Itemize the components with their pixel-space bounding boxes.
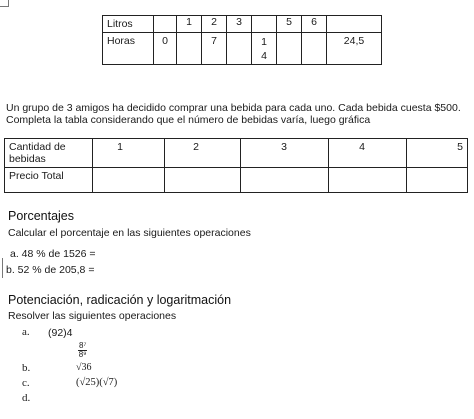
table-cell <box>177 33 202 65</box>
table-cell <box>327 16 382 33</box>
drinks-price-table <box>4 138 468 193</box>
fraction-numerator: 8⁷ <box>79 341 87 350</box>
intro-line-2: Completa la tabla considerando que el número de bebidas varía, luego gráfica <box>6 114 371 126</box>
table-cell <box>227 33 252 65</box>
table-cell <box>154 16 177 33</box>
table-cell: Horas <box>103 33 154 65</box>
table-cell: 2 <box>165 139 241 168</box>
item-c-expression: (√25)(√7) <box>76 377 118 388</box>
table-cell: 0 <box>154 33 177 65</box>
table-cell <box>277 33 302 65</box>
item-c-label: c. <box>22 377 30 389</box>
section-title-potenciacion: Potenciación, radicación y logaritmación <box>8 293 232 307</box>
table-cell: 24,5 <box>327 33 382 65</box>
table-cell <box>407 168 468 193</box>
table-cell <box>329 168 407 193</box>
porcentajes-item-a: a. 48 % de 1526 = <box>10 248 96 260</box>
potencia-instruction: Resolver las siguientes operaciones <box>8 310 177 322</box>
table-cell: 5 <box>407 139 468 168</box>
fraction-denominator: 8⁹ <box>78 350 87 359</box>
page-corner-mark <box>0 0 9 7</box>
section-title-porcentajes: Porcentajes <box>8 209 75 223</box>
cell-line-2: 4 <box>261 50 267 62</box>
item-d-label: d. <box>22 392 31 404</box>
table-cell: Cantidad de bebidas <box>5 139 93 168</box>
table-cell: 2 <box>202 16 227 33</box>
item-a-label: a. <box>22 326 30 338</box>
table-cell: 3 <box>227 16 252 33</box>
porcentajes-item-b: b. 52 % de 205,8 = <box>6 264 95 276</box>
table-row <box>5 168 468 193</box>
table-cell <box>252 33 277 65</box>
table-cell: 1 <box>93 139 165 168</box>
table-cell: 4 <box>329 139 407 168</box>
item-b-fraction <box>78 342 87 359</box>
table-cell: Precio Total <box>5 168 93 193</box>
margin-line <box>2 258 3 278</box>
table-cell <box>302 33 327 65</box>
table-row <box>103 33 382 65</box>
table-cell <box>252 16 277 33</box>
liters-hours-table <box>102 15 382 65</box>
table-cell <box>241 168 329 193</box>
table-cell: 7 <box>202 33 227 65</box>
porcentajes-instruction: Calcular el porcentaje en las siguientes operaciones <box>8 227 251 239</box>
table-cell <box>165 168 241 193</box>
table-cell <box>93 168 165 193</box>
table-row <box>103 16 382 33</box>
table-cell: Litros <box>103 16 154 33</box>
table-cell: 3 <box>241 139 329 168</box>
item-b-label: b. <box>22 362 31 374</box>
table-cell: 1 <box>177 16 202 33</box>
table-row <box>5 139 468 168</box>
table-cell: 6 <box>302 16 327 33</box>
intro-line-1: Un grupo de 3 amigos ha decidido comprar una bebida para cada uno. Cada bebida cuesta $500. <box>6 102 461 114</box>
item-a-expression: (92)4 <box>48 327 73 339</box>
item-b-root: √36 <box>76 362 92 373</box>
cell-line-1: 1 <box>261 36 267 48</box>
table-cell: 5 <box>277 16 302 33</box>
